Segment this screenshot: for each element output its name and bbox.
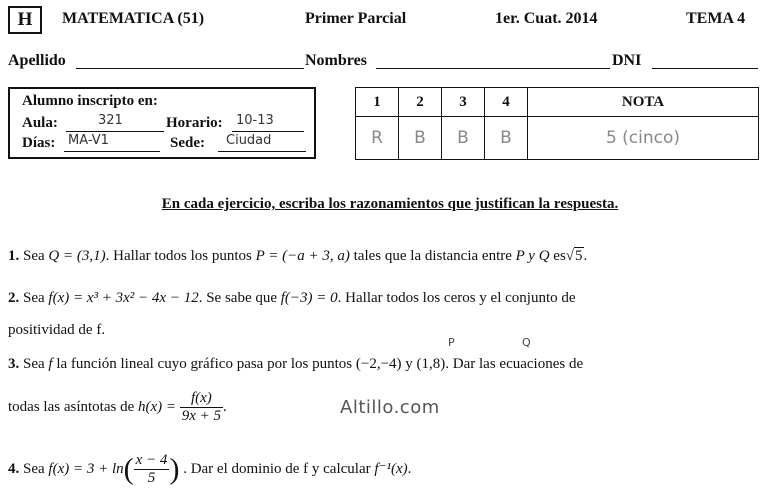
grade-value-3: B (442, 117, 485, 160)
watermark: Altillo.com (340, 397, 440, 418)
exam-tema: TEMA 4 (686, 10, 746, 27)
aula-label: Aula: (22, 115, 58, 131)
grade-header-4: 4 (485, 88, 528, 117)
enrollment-title: Alumno inscripto en: (22, 93, 158, 109)
exercise-1-number: 1. (8, 248, 20, 264)
exercise-2-text-c: . Hallar todos los ceros y el conjunto de (337, 290, 576, 306)
exercise-2-text-b: . Se sabe que (198, 290, 278, 306)
exercise-4-inverse: f⁻¹(x) (374, 460, 408, 477)
exercise-2-condition: f(−3) = 0 (280, 290, 338, 306)
exercise-4-end: . (407, 460, 412, 477)
exercise-1-text-c: tales que la distancia entre (353, 248, 512, 264)
dias-line (64, 151, 160, 152)
sede-label: Sede: (170, 135, 205, 151)
exercise-3-point-1: (−2,−4) (355, 356, 402, 372)
exercise-1-text-b: . Hallar todos los puntos (105, 248, 252, 264)
exam-name: Primer Parcial (305, 10, 407, 27)
aula-line (66, 131, 164, 132)
fraction-denominator: 5 (147, 470, 156, 486)
exercise-3-h-def: h(x) = (137, 398, 177, 415)
exercise-1-point-p: P = (−a + 3, a) (255, 248, 350, 264)
nota-value: 5 (cinco) (528, 117, 759, 160)
exercise-3-text-c: y (405, 356, 413, 372)
exercise-2-text-a: Sea (23, 290, 45, 306)
exercise-4-text-b: . Dar el dominio de f y calcular (183, 460, 371, 477)
exercise-3-line-2 (8, 390, 227, 425)
exercise-1 (8, 248, 587, 265)
sede-value: Ciudad (226, 133, 272, 148)
right-paren: ) (169, 452, 180, 486)
fraction-denominator: 9x + 5 (181, 408, 222, 424)
dni-line[interactable] (652, 68, 758, 69)
exercise-3-text-b: la función lineal cuyo gráfico pasa por los puntos (56, 356, 353, 372)
exercise-2-line-2: positividad de f. (8, 322, 106, 338)
sede-line (218, 151, 306, 152)
exercise-1-end: . (583, 248, 588, 264)
left-paren: ( (123, 452, 134, 486)
exercise-3-text-a: Sea (23, 356, 45, 372)
exercise-4-number: 4. (8, 460, 20, 477)
fraction-numerator: x − 4 (135, 452, 168, 468)
nombres-line[interactable] (376, 68, 610, 69)
horario-label: Horario: (166, 115, 223, 131)
exercise-1-text-d: P y Q (515, 248, 550, 264)
subject-title: MATEMATICA (51) (62, 10, 205, 27)
grade-header-2: 2 (399, 88, 442, 117)
grade-header-3: 3 (442, 88, 485, 117)
horario-value: 10-13 (236, 113, 274, 128)
exercise-3-end: . (223, 398, 227, 415)
apellido-line[interactable] (76, 68, 304, 69)
enrollment-box (8, 87, 316, 159)
exercise-3-function: f (48, 356, 53, 372)
dias-value: MA-V1 (68, 133, 109, 148)
exercise-4-fraction (134, 452, 170, 487)
sqrt-symbol: √ (565, 248, 575, 264)
exercise-1-point-q: Q = (3,1) (48, 248, 106, 264)
exercise-1-text-e: es (553, 248, 566, 264)
grade-value-2: B (399, 117, 442, 160)
dias-label: Días: (22, 135, 56, 151)
grade-header-1: 1 (356, 88, 399, 117)
exercise-4 (8, 452, 411, 487)
exercise-3-line-2-text: todas las asíntotas de (8, 398, 135, 415)
grade-value-4: B (485, 117, 528, 160)
nombres-label: Nombres (305, 52, 367, 69)
exercise-4-function: f(x) = 3 + ln (48, 460, 124, 477)
exercise-2 (8, 290, 576, 307)
horario-line (232, 131, 304, 132)
exercise-3-fraction (180, 390, 223, 425)
exercise-3-note-p: P (448, 336, 455, 349)
exercise-3-text-d: . Dar las ecuaciones de (445, 356, 584, 372)
grades-table (355, 87, 759, 160)
exercise-1-root: 5 (575, 248, 583, 264)
exercise-3-number: 3. (8, 356, 20, 372)
grade-value-1: R (356, 117, 399, 160)
exercise-3-note-q: Q (522, 336, 531, 349)
nota-header: NOTA (528, 88, 759, 117)
exercise-2-number: 2. (8, 290, 20, 306)
instructions: En cada ejercicio, escriba los razonamientos que justifican la respuesta. (161, 196, 619, 212)
exam-term: 1er. Cuat. 2014 (495, 10, 598, 27)
exercise-3-point-2: (1,8) (416, 356, 446, 372)
exercise-2-function: f(x) = x³ + 3x² − 4x − 12 (48, 290, 199, 306)
exercise-1-text-a: Sea (23, 248, 45, 264)
exam-letter-box: H (8, 6, 42, 34)
fraction-numerator: f(x) (180, 390, 223, 408)
dni-label: DNI (612, 52, 642, 69)
exercise-4-text-a: Sea (23, 460, 45, 477)
apellido-label: Apellido (8, 52, 66, 69)
aula-value: 321 (98, 113, 123, 128)
exercise-3 (8, 356, 583, 373)
